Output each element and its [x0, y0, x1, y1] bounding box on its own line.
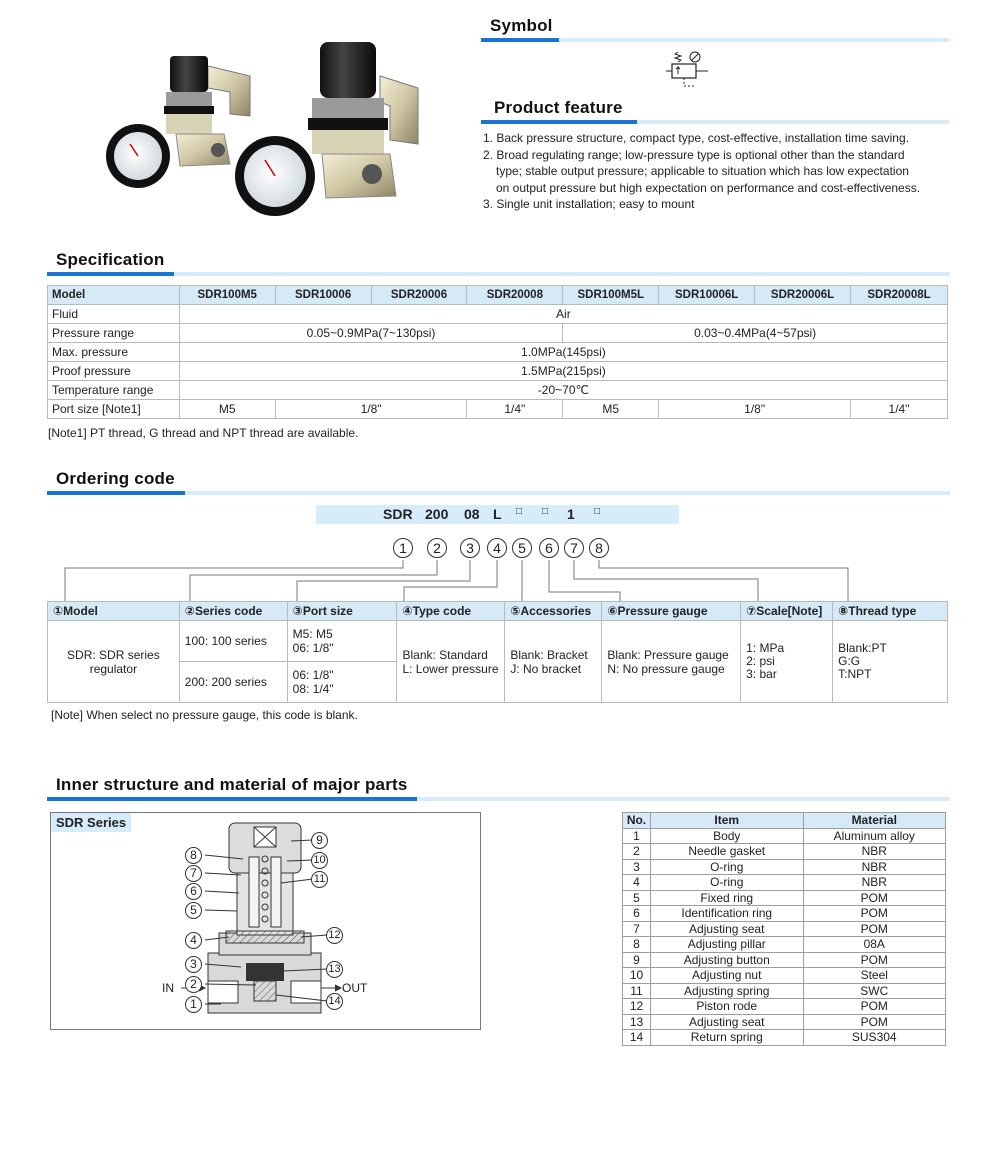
ordering-row	[48, 621, 948, 662]
symbol-title: Symbol	[490, 16, 553, 35]
ordering-title-bar	[47, 491, 950, 495]
spec-value: 1/8"	[659, 400, 851, 419]
part-no: 6	[623, 906, 651, 922]
material-row	[623, 890, 946, 906]
ordering-header-row	[48, 602, 948, 621]
spec-header: SDR20006L	[755, 286, 851, 305]
spec-label: Max. pressure	[48, 343, 180, 362]
material-row	[623, 921, 946, 937]
spec-row	[48, 400, 948, 419]
part-material: POM	[803, 952, 946, 968]
ordering-header: ④Type code	[397, 602, 505, 621]
callout-circle: 6	[185, 883, 202, 900]
code-circle: 5	[512, 538, 532, 558]
spec-header: Model	[48, 286, 180, 305]
spec-header: SDR100M5L	[563, 286, 659, 305]
spec-value: 1/8"	[275, 400, 467, 419]
part-item: Fixed ring	[650, 890, 803, 906]
spec-label: Fluid	[48, 305, 180, 324]
spec-header: SDR10006L	[659, 286, 755, 305]
code-circle: 7	[564, 538, 584, 558]
spec-value: -20~70℃	[179, 381, 947, 400]
callout-circle: 3	[185, 956, 202, 973]
acc-options	[505, 621, 602, 703]
product-photo	[100, 36, 430, 216]
gauge-option: Blank: Pressure gauge	[607, 647, 729, 662]
scale-options	[741, 621, 833, 703]
thread-option: T:NPT	[838, 667, 872, 681]
code-part: 200	[425, 506, 449, 522]
part-item: O-ring	[650, 875, 803, 891]
spec-header: SDR20008	[467, 286, 563, 305]
callout-circle: 11	[311, 871, 328, 888]
part-material: POM	[803, 1014, 946, 1030]
code-part: □	[516, 506, 523, 517]
inner-title-bar	[47, 797, 950, 801]
spec-label: Temperature range	[48, 381, 180, 400]
part-item: Identification ring	[650, 906, 803, 922]
material-row	[623, 859, 946, 875]
material-row	[623, 1014, 946, 1030]
spec-row	[48, 324, 948, 343]
part-no: 11	[623, 983, 651, 999]
part-material: POM	[803, 999, 946, 1015]
callout-circle: 8	[185, 847, 202, 864]
ordering-title: Ordering code	[56, 469, 175, 488]
spec-label: Port size [Note1]	[48, 400, 180, 419]
material-row	[623, 828, 946, 844]
part-material: NBR	[803, 875, 946, 891]
type-option: L: Lower pressure	[402, 661, 499, 676]
material-header-row	[623, 813, 946, 829]
spec-value: 1/4"	[851, 400, 948, 419]
ordering-header: ②Series code	[179, 602, 287, 621]
code-circle: 4	[487, 538, 507, 558]
series-option: 100: 100 series	[179, 621, 287, 662]
material-header: Item	[650, 813, 803, 829]
spec-row	[48, 343, 948, 362]
out-port-label: OUT	[342, 981, 368, 995]
callout-circle: 7	[185, 865, 202, 882]
part-item: Return spring	[650, 1030, 803, 1046]
part-item: Needle gasket	[650, 844, 803, 860]
spec-title-bar	[47, 272, 950, 276]
part-no: 9	[623, 952, 651, 968]
callout-circle: 9	[311, 832, 328, 849]
code-part: □	[594, 506, 601, 517]
code-circle: 1	[393, 538, 413, 558]
spec-header: SDR100M5	[179, 286, 275, 305]
ordering-header: ⑧Thread type	[833, 602, 948, 621]
part-no: 3	[623, 859, 651, 875]
spec-note: [Note1] PT thread, G thread and NPT thread are available.	[48, 426, 359, 440]
part-item: Body	[650, 828, 803, 844]
structure-diagram-frame	[50, 812, 481, 1030]
feature-item: 2. Broad regulating range; low-pressure type is optional other than the standard	[483, 147, 905, 162]
port-option: 08: 1/4"	[292, 682, 334, 696]
part-item: Adjusting button	[650, 952, 803, 968]
port-options	[287, 621, 397, 662]
scale-option: 1: MPa	[746, 641, 785, 655]
callout-circle: 12	[326, 927, 343, 944]
material-row	[623, 844, 946, 860]
code-part: 08	[464, 506, 480, 522]
spec-row	[48, 362, 948, 381]
material-row	[623, 999, 946, 1015]
part-no: 10	[623, 968, 651, 984]
spec-header-row	[48, 286, 948, 305]
model-desc	[48, 621, 180, 703]
part-no: 13	[623, 1014, 651, 1030]
part-material: NBR	[803, 844, 946, 860]
part-material: POM	[803, 890, 946, 906]
type-options	[397, 621, 505, 703]
part-item: Piston rode	[650, 999, 803, 1015]
acc-option: Blank: Bracket	[510, 647, 588, 662]
part-material: POM	[803, 906, 946, 922]
part-no: 12	[623, 999, 651, 1015]
spec-row	[48, 381, 948, 400]
series-label: SDR Series	[51, 813, 131, 832]
code-part: SDR	[383, 506, 413, 522]
in-port-label: IN	[162, 981, 174, 995]
material-row	[623, 906, 946, 922]
material-row	[623, 937, 946, 953]
port-option: M5: M5	[292, 627, 333, 641]
spec-value: Air	[179, 305, 947, 324]
acc-option: J: No bracket	[510, 661, 582, 676]
gauge-option: N: No pressure gauge	[607, 661, 725, 676]
code-circle: 3	[460, 538, 480, 558]
spec-header: SDR20006	[371, 286, 467, 305]
ordering-code	[316, 505, 679, 524]
model-desc-line: SDR: SDR series	[67, 647, 160, 662]
spec-value: M5	[563, 400, 659, 419]
material-row	[623, 875, 946, 891]
part-item: Adjusting seat	[650, 1014, 803, 1030]
feature-item: on output pressure but high expectation on performance and cost-effectiveness.	[496, 180, 921, 195]
material-row	[623, 983, 946, 999]
callout-circle: 10	[311, 852, 328, 869]
part-material: Steel	[803, 968, 946, 984]
thread-options	[833, 621, 948, 703]
regulator-symbol-icon	[664, 50, 710, 90]
port-options	[287, 662, 397, 703]
gauge-options	[602, 621, 741, 703]
part-item: Adjusting nut	[650, 968, 803, 984]
ordering-note: [Note] When select no pressure gauge, this code is blank.	[51, 708, 358, 722]
inner-title: Inner structure and material of major parts	[56, 775, 408, 794]
spec-row	[48, 305, 948, 324]
part-no: 1	[623, 828, 651, 844]
material-table	[622, 812, 946, 1046]
symbol-title-bar	[481, 38, 949, 42]
part-item: Adjusting seat	[650, 921, 803, 937]
feature-title-bar	[481, 120, 949, 124]
thread-option: G:G	[838, 654, 861, 668]
series-option: 200: 200 series	[179, 662, 287, 703]
feature-item: 1. Back pressure structure, compact type, cost-effective, installation time saving.	[483, 131, 909, 145]
ordering-header: ⑥Pressure gauge	[602, 602, 741, 621]
ordering-header: ⑤Accessories	[505, 602, 602, 621]
part-material: NBR	[803, 859, 946, 875]
code-part: 1	[567, 506, 575, 522]
callout-circle: 1	[185, 996, 202, 1013]
part-item: Adjusting spring	[650, 983, 803, 999]
ordering-header: ⑦Scale[Note]	[741, 602, 833, 621]
material-row	[623, 1030, 946, 1046]
thread-option: Blank:PT	[838, 641, 887, 655]
part-no: 2	[623, 844, 651, 860]
spec-label: Pressure range	[48, 324, 180, 343]
part-no: 7	[623, 921, 651, 937]
callout-circle: 2	[185, 976, 202, 993]
code-circle: 8	[589, 538, 609, 558]
part-material: 08A	[803, 937, 946, 953]
part-no: 4	[623, 875, 651, 891]
part-material: SUS304	[803, 1030, 946, 1046]
ordering-table	[47, 601, 948, 703]
part-item: Adjusting pillar	[650, 937, 803, 953]
spec-label: Proof pressure	[48, 362, 180, 381]
ordering-header: ①Model	[48, 602, 180, 621]
callout-circle: 5	[185, 902, 202, 919]
spec-value: 0.05~0.9MPa(7~130psi)	[179, 324, 563, 343]
spec-header: SDR10006	[275, 286, 371, 305]
part-material: SWC	[803, 983, 946, 999]
model-desc-line: regulator	[89, 661, 138, 676]
code-circle: 6	[539, 538, 559, 558]
scale-option: 2: psi	[746, 654, 775, 668]
feature-item: type; stable output pressure; applicable to situation which has low expectation	[496, 164, 909, 178]
spec-value: 1/4"	[467, 400, 563, 419]
feature-title: Product feature	[494, 98, 623, 117]
part-item: O-ring	[650, 859, 803, 875]
spec-value: 0.03~0.4MPa(4~57psi)	[563, 324, 948, 343]
part-material: Aluminum alloy	[803, 828, 946, 844]
port-option: 06: 1/8"	[292, 641, 334, 655]
part-no: 14	[623, 1030, 651, 1046]
material-row	[623, 968, 946, 984]
part-no: 8	[623, 937, 651, 953]
material-header: Material	[803, 813, 946, 829]
spec-value: 1.5MPa(215psi)	[179, 362, 947, 381]
feature-item: 3. Single unit installation; easy to mount	[483, 197, 695, 211]
cross-section-drawing	[51, 813, 482, 1031]
port-option: 06: 1/8"	[292, 668, 334, 682]
material-header: No.	[623, 813, 651, 829]
scale-option: 3: bar	[746, 667, 777, 681]
spec-header: SDR20008L	[851, 286, 948, 305]
spec-value: M5	[179, 400, 275, 419]
spec-table	[47, 285, 948, 419]
part-material: POM	[803, 921, 946, 937]
ordering-header: ③Port size	[287, 602, 397, 621]
type-option: Blank: Standard	[402, 647, 488, 662]
code-part: □	[542, 506, 549, 517]
material-row	[623, 952, 946, 968]
part-no: 5	[623, 890, 651, 906]
callout-circle: 4	[185, 932, 202, 949]
code-circle: 2	[427, 538, 447, 558]
feature-list	[483, 130, 963, 213]
callout-circle: 13	[326, 961, 343, 978]
callout-circle: 14	[326, 993, 343, 1010]
spec-value: 1.0MPa(145psi)	[179, 343, 947, 362]
code-part: L	[493, 506, 502, 522]
spec-title: Specification	[56, 250, 165, 269]
